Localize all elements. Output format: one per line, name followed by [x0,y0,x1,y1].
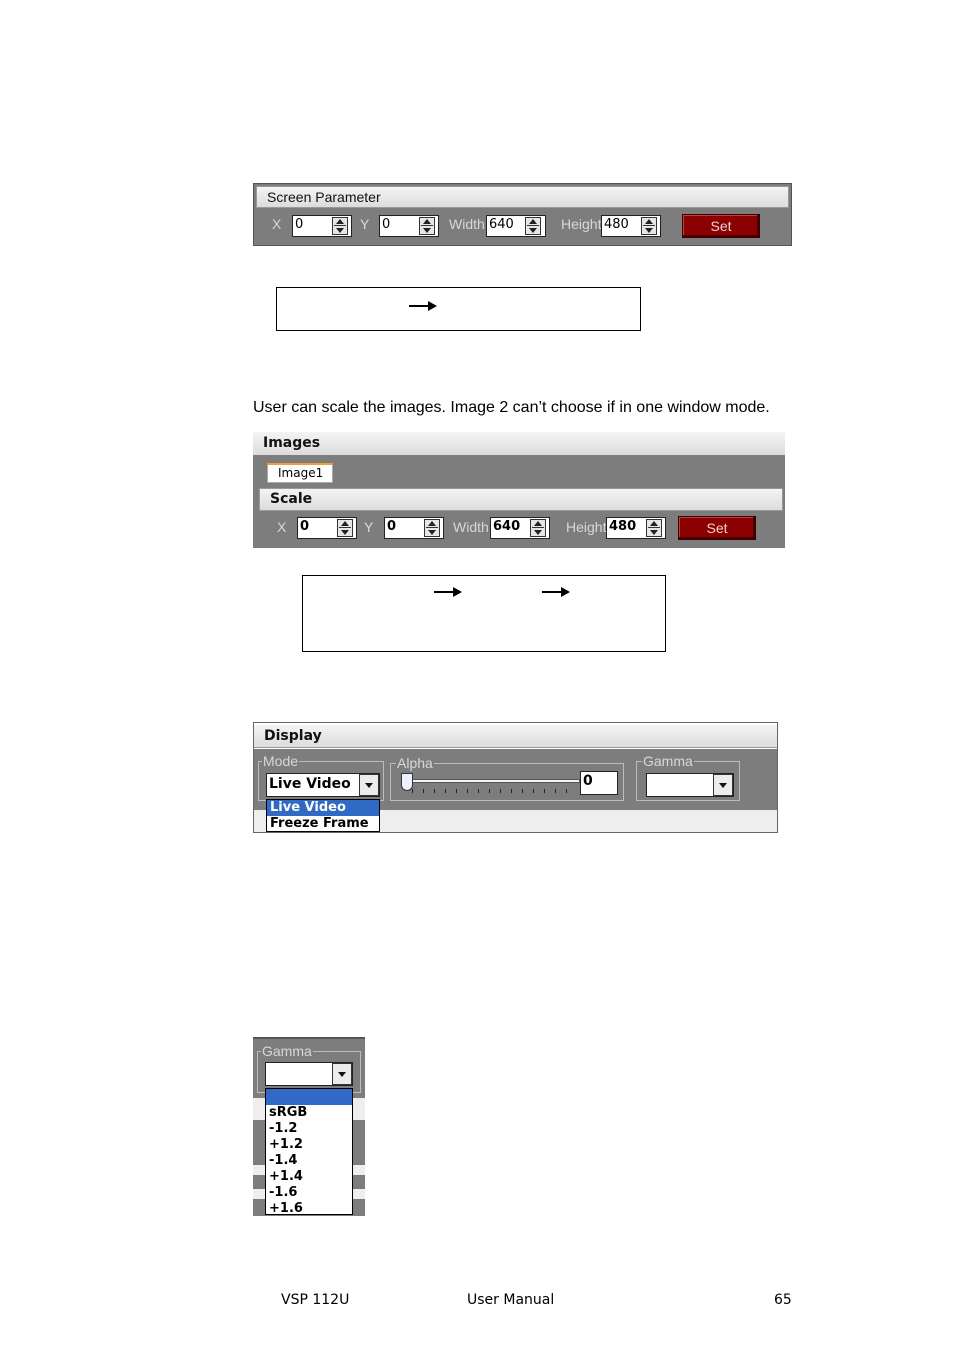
gamma-label: Gamma [262,1043,312,1059]
mode-select[interactable]: Live Video [266,773,380,797]
width-spinner[interactable] [530,519,546,537]
images-title: Images [263,435,321,451]
intro-paragraph: User can scale the images. Image 2 can’t choose if in one window mode. [253,399,770,416]
y-spinner[interactable] [424,519,440,537]
images-header [253,432,785,455]
gamma-label: Gamma [643,753,693,769]
screen-parameter-header [256,186,789,208]
height-input[interactable]: 480 [606,517,666,539]
mode-dropdown-button[interactable] [359,774,379,796]
x-spinner[interactable] [337,519,353,537]
footer-doc-title: User Manual [467,1292,555,1308]
caption-box-2 [302,575,666,652]
y-label: Y [360,216,370,232]
alpha-slider-track[interactable] [404,779,580,783]
footer-product: VSP 112U [281,1292,350,1308]
alpha-label: Alpha [397,755,433,771]
scale-header [259,488,783,511]
y-input[interactable]: 0 [384,517,444,539]
scale-title: Scale [270,491,313,507]
x-label: X [277,519,287,535]
y-spinner[interactable] [419,217,435,235]
height-label: Height [561,216,602,232]
mode-option-freeze-frame[interactable]: Freeze Frame [270,816,369,831]
alpha-slider-ticks [412,789,576,793]
gamma-option[interactable]: sRGB [269,1105,308,1120]
height-label: Height [566,519,607,535]
width-input[interactable]: 640 [486,215,546,237]
width-label: Width [453,519,489,535]
arrow-icon [434,591,460,593]
height-input[interactable]: 480 [601,215,661,237]
screen-parameter-panel [253,183,792,246]
gamma-option[interactable]: +1.6 [269,1201,303,1216]
x-spinner[interactable] [332,217,348,235]
mode-dropdown-list [266,799,380,832]
display-title: Display [264,728,322,744]
alpha-value-input[interactable]: 0 [580,771,618,795]
gamma-option-list [265,1088,353,1215]
arrow-icon [542,591,568,593]
mode-label: Mode [263,753,299,769]
width-label: Width [449,216,485,232]
mode-option-live-video[interactable]: Live Video [267,800,379,816]
gamma-option[interactable] [266,1089,352,1105]
gamma-dropdown-panel [253,1037,365,1216]
height-spinner[interactable] [646,519,662,537]
width-spinner[interactable] [525,217,541,235]
alpha-slider-thumb[interactable] [401,773,413,791]
set-button[interactable]: Set [678,516,756,540]
gamma-dropdown-button[interactable] [332,1063,352,1085]
gamma-option[interactable]: -1.2 [269,1121,298,1136]
gamma-option[interactable]: -1.6 [269,1185,298,1200]
tab-image1-label: Image1 [278,466,324,480]
arrow-icon [409,305,435,307]
footer-page-number: 65 [774,1292,792,1308]
x-input[interactable]: 0 [297,517,357,539]
width-input[interactable]: 640 [490,517,550,539]
screen-parameter-title: Screen Parameter [267,189,381,205]
gamma-option[interactable]: +1.2 [269,1137,303,1152]
display-header [254,725,777,748]
tab-image1[interactable] [267,463,333,483]
images-body [253,455,785,548]
display-panel [253,722,778,833]
y-input[interactable]: 0 [379,215,439,237]
gamma-option[interactable]: -1.4 [269,1153,298,1168]
x-label: X [272,216,282,232]
images-panel [253,432,785,548]
gamma-dropdown-button[interactable] [713,774,733,796]
caption-box-1 [276,287,641,331]
set-button[interactable]: Set [682,214,760,238]
gamma-option[interactable]: +1.4 [269,1169,303,1184]
y-label: Y [364,519,374,535]
x-input[interactable]: 0 [292,215,352,237]
height-spinner[interactable] [641,217,657,235]
